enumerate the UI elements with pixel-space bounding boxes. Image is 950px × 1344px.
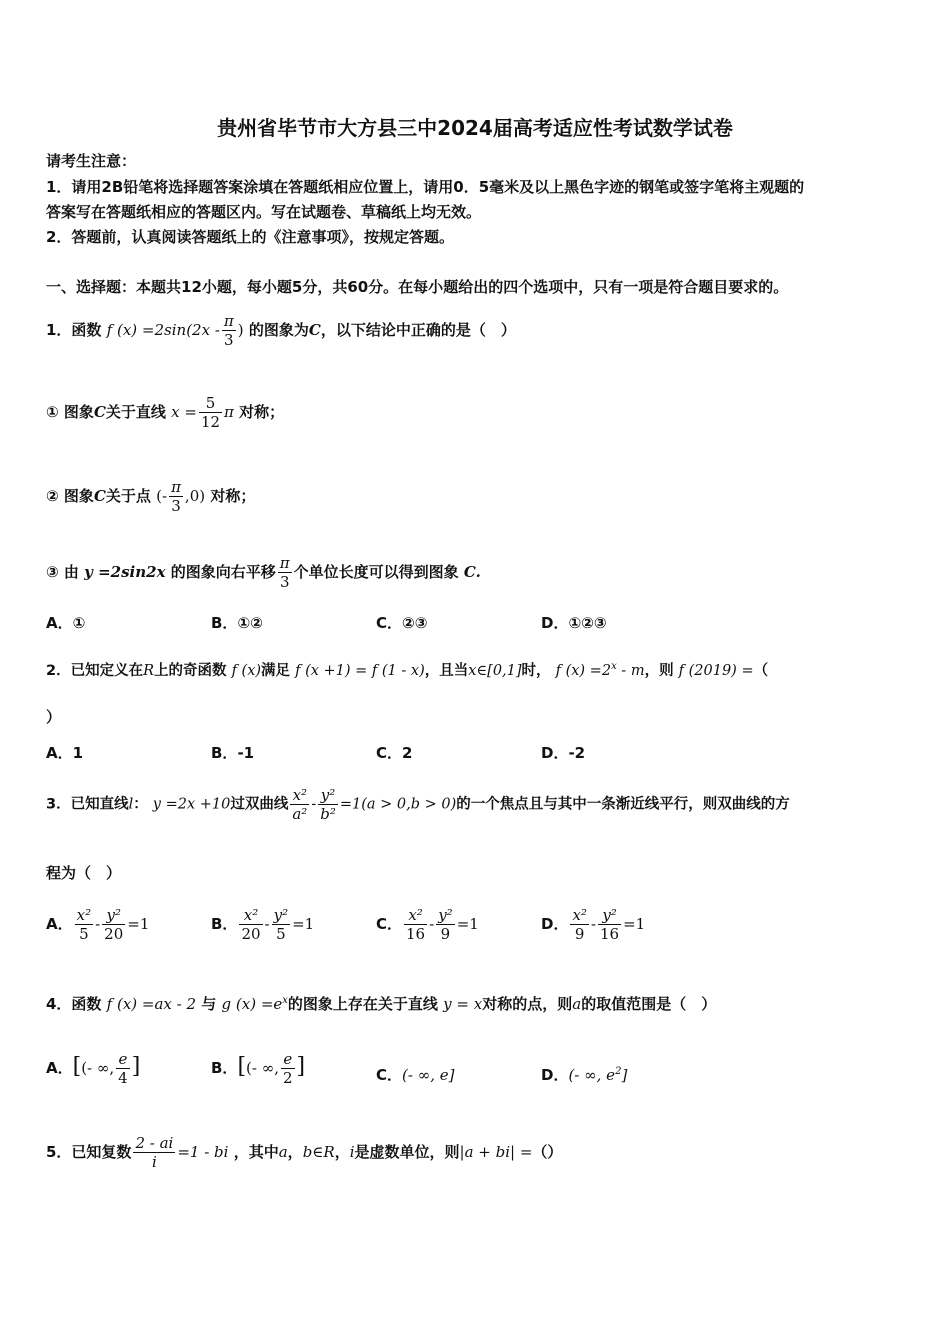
q4-option-b[interactable]: B．[(- ∞, $\frac{e}{2}$ ]: [211, 1050, 306, 1087]
q1-statement-2: ② 图象C关于点 (- $\frac{\pi}{3}$ ,0) 对称；: [46, 478, 256, 515]
question-1: [46, 312, 516, 349]
q3-option-d[interactable]: D． $\frac{\text{x²}}{9}$ - $\frac{\text{y²}}{16}$ =1: [541, 906, 646, 943]
q3-option-a[interactable]: A． $\frac{\text{x²}}{5}$ - $\frac{\text{y²}}{20}$ =1: [46, 906, 150, 943]
q2-option-c[interactable]: C．2: [376, 744, 413, 762]
q2-close-paren: ）: [46, 708, 62, 726]
q1-graph-c: C: [308, 321, 321, 339]
q4-option-a[interactable]: A．[(- ∞, $\frac{e}{4}$ ]: [46, 1050, 141, 1087]
q2-option-a[interactable]: A．1: [46, 744, 84, 762]
section-heading: 一、选择题：本题共12小题，每小题5分，共60分。在每小题给出的四个选项中，只有一项是符合题目要求的。: [46, 278, 789, 296]
question-3: 3．已知直线l： y =2x +10过双曲线 $\frac{\text{x²}}{\text{a²}}$ - $\frac{\text{y²}}{\text{b²}}$ =1(a > 0,b > 0)的一个焦点且与其中一条渐近线平行，则双曲线的方: [46, 786, 790, 823]
q3-line-2: 程为（ ）: [46, 864, 122, 882]
notice-item-2: 2．答题前，认真阅读答题纸上的《注意事项》，按规定答题。: [46, 228, 454, 246]
q1-function: f (x) =2sin(2x -: [106, 321, 220, 339]
question-5: 5．已知复数 $\frac{2 - ai}{i}$ =1 - bi ，其中a，b∈R，i是虚数单位，则|a + bi| =（）: [46, 1134, 563, 1171]
q1-statement-3: ③ 由 y =2sin2x 的图象向右平移 $\frac{\pi}{3}$ 个单位长度可以得到图象 C.: [46, 554, 481, 591]
question-4: 4．函数 f (x) =ax - 2 与 g $(x) =e^x$的图象上存在关于直线 y = x对称的点，则a的取值范围是（ ）: [46, 995, 717, 1013]
q1-option-b[interactable]: B．①②: [211, 614, 263, 632]
q1-fraction: $\frac{\pi}{3}$: [223, 312, 234, 349]
notice-item-1-cont: 答案写在答题纸相应的答题区内。写在试题卷、草稿纸上均无效。: [46, 203, 482, 221]
q1-text-2: 的图象为: [248, 321, 309, 339]
q1-text: 1．函数: [46, 321, 102, 339]
notice-heading: 请考生注意：: [46, 152, 137, 170]
page-title: 贵州省毕节市大方县三中2024届高考适应性考试数学试卷: [217, 116, 733, 140]
q4-option-d[interactable]: D．(- ∞, $e^2$]: [541, 1066, 628, 1084]
question-2: 2．已知定义在R上的奇函数 f (x)满足 f (x +1) = f (1 - x)，且当x∈[0,1]时， f $(x) =2^x - m$，则 f (2019) =（: [46, 661, 769, 679]
notice-item-1: 1．请用2B铅笔将选择题答案涂填在答题纸相应位置上，请用0．5毫米及以上黑色字迹的钢笔或签字笔将主观题的: [46, 178, 805, 196]
q1-paren: ): [237, 321, 244, 339]
q1-option-a[interactable]: A．①: [46, 614, 86, 632]
q1-text-3: ，以下结论中正确的是（ ）: [320, 321, 516, 339]
q2-option-d[interactable]: D．-2: [541, 744, 586, 762]
q3-option-c[interactable]: C． $\frac{\text{x²}}{16}$ - $\frac{\text{y²}}{9}$ =1: [376, 906, 479, 943]
q1-option-c[interactable]: C．②③: [376, 614, 428, 632]
q1-option-d[interactable]: D．①②③: [541, 614, 607, 632]
q4-option-c[interactable]: C．(- ∞, e]: [376, 1066, 455, 1084]
q1-statement-1: ① 图象C关于直线 x = $\frac{5}{12}$ π 对称；: [46, 394, 285, 431]
q2-option-b[interactable]: B．-1: [211, 744, 255, 762]
q3-option-b[interactable]: B． $\frac{\text{x²}}{20}$ - $\frac{\text{y²}}{5}$ =1: [211, 906, 315, 943]
